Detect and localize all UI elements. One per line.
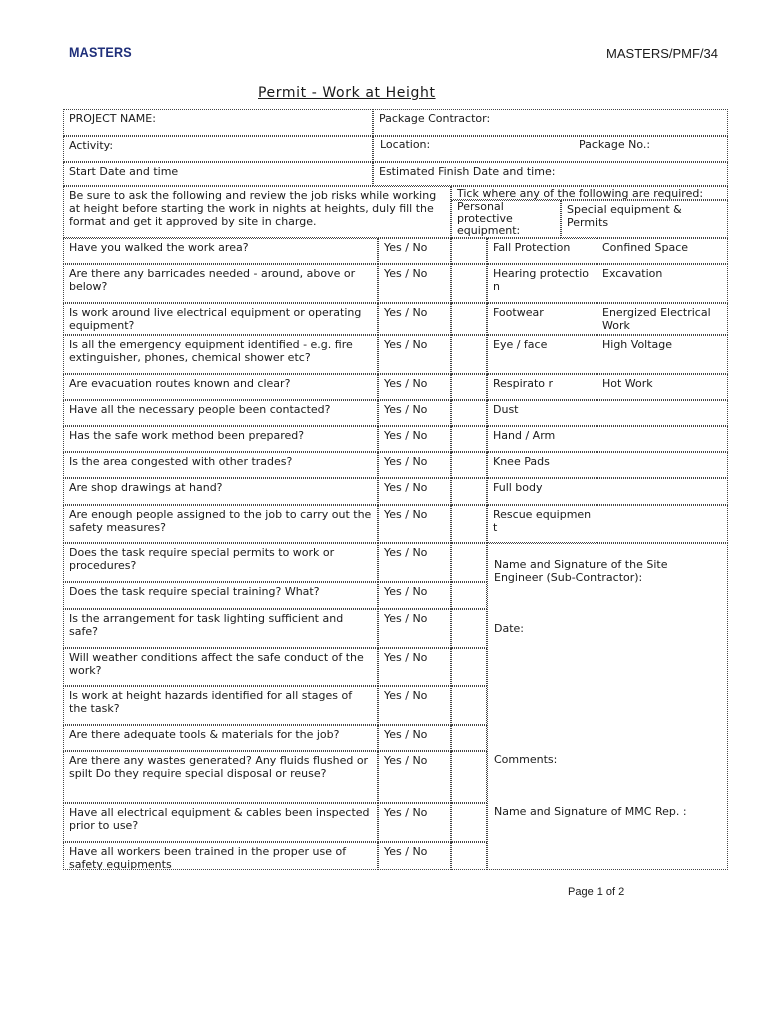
question-row: Will weather conditions affect the safe conduct of the work?: [63, 648, 378, 686]
tick-box[interactable]: [451, 648, 487, 686]
yes-no-answer[interactable]: Yes / No: [378, 803, 451, 842]
yes-no-answer[interactable]: Yes / No: [378, 609, 451, 648]
ppe-item: Knee Pads: [487, 452, 597, 478]
tick-box[interactable]: [451, 751, 487, 803]
package-no-field: Package No.:: [579, 138, 651, 151]
tick-box[interactable]: [451, 264, 487, 303]
document-reference: MASTERS/PMF/34: [606, 46, 718, 61]
question-row: Are evacuation routes known and clear?: [63, 374, 378, 400]
yes-no-answer[interactable]: Yes / No: [378, 303, 451, 335]
tick-box[interactable]: [451, 452, 487, 478]
ppe-item: Rescue equipmen t: [487, 505, 597, 543]
question-row: Have all workers been trained in the proper use of safety equipments: [63, 842, 378, 870]
ppe-heading: Personal protective equipment:: [451, 200, 561, 238]
question-row: Have you walked the work area?: [63, 238, 378, 264]
question-row: Does the task require special training? What?: [63, 582, 378, 609]
comments-label: Comments:: [494, 753, 558, 766]
yes-no-answer[interactable]: Yes / No: [378, 374, 451, 400]
special-item-cell: [597, 505, 728, 543]
tick-box[interactable]: [451, 478, 487, 505]
yes-no-answer[interactable]: Yes / No: [378, 543, 451, 582]
site-engineer-signature-label: Name and Signature of the Site Engineer (Sub-Contractor):: [494, 558, 668, 584]
date-label: Date:: [494, 622, 524, 635]
special-item-cell: [597, 426, 728, 452]
location-field: Location:: [380, 138, 431, 151]
special-equipment-heading: Special equipment & Permits: [561, 200, 728, 238]
ppe-item: Hearing protectio n: [487, 264, 597, 303]
yes-no-answer[interactable]: Yes / No: [378, 686, 451, 725]
question-row: Are there any barricades needed - around, above or below?: [63, 264, 378, 303]
yes-no-answer[interactable]: Yes / No: [378, 264, 451, 303]
yes-no-answer[interactable]: Yes / No: [378, 582, 451, 609]
question-row: Are there any wastes generated? Any fluids flushed or spilt Do they require special disposal or reuse?: [63, 751, 378, 803]
page-title: Permit - Work at Height: [258, 85, 436, 101]
tick-box[interactable]: [451, 582, 487, 609]
special-item: Confined Space: [597, 238, 728, 264]
ppe-item: Footwear: [487, 303, 597, 335]
yes-no-answer[interactable]: Yes / No: [378, 478, 451, 505]
question-row: Is the area congested with other trades?: [63, 452, 378, 478]
special-item-cell: [597, 400, 728, 426]
question-row: Has the safe work method been prepared?: [63, 426, 378, 452]
special-item: Excavation: [597, 264, 728, 303]
activity-field[interactable]: Activity:: [63, 136, 373, 162]
yes-no-answer[interactable]: Yes / No: [378, 335, 451, 374]
question-row: Have all the necessary people been contacted?: [63, 400, 378, 426]
yes-no-answer[interactable]: Yes / No: [378, 400, 451, 426]
tick-box[interactable]: [451, 335, 487, 374]
tick-heading: Tick where any of the following are required:: [451, 186, 728, 200]
question-row: Have all electrical equipment & cables been inspected prior to use?: [63, 803, 378, 842]
question-row: Is work around live electrical equipment or operating equipment?: [63, 303, 378, 335]
question-row: Does the task require special permits to work or procedures?: [63, 543, 378, 582]
special-item: Hot Work: [597, 374, 728, 400]
tick-box[interactable]: [451, 842, 487, 870]
tick-box[interactable]: [451, 426, 487, 452]
question-row: Is the arrangement for task lighting sufficient and safe?: [63, 609, 378, 648]
tick-box[interactable]: [451, 803, 487, 842]
question-row: Is all the emergency equipment identified - e.g. fire extinguisher, phones, chemical shower etc?: [63, 335, 378, 374]
yes-no-answer[interactable]: Yes / No: [378, 725, 451, 751]
start-date-field[interactable]: Start Date and time: [63, 162, 373, 186]
yes-no-answer[interactable]: Yes / No: [378, 452, 451, 478]
package-contractor-field[interactable]: Package Contractor:: [373, 109, 728, 136]
tick-box[interactable]: [451, 725, 487, 751]
yes-no-answer[interactable]: Yes / No: [378, 505, 451, 543]
ppe-item: Fall Protection: [487, 238, 597, 264]
ppe-item: Dust: [487, 400, 597, 426]
company-logo: MASTERS: [69, 44, 132, 60]
tick-box[interactable]: [451, 303, 487, 335]
yes-no-answer[interactable]: Yes / No: [378, 238, 451, 264]
yes-no-answer[interactable]: Yes / No: [378, 751, 451, 803]
project-name-field[interactable]: PROJECT NAME:: [63, 109, 373, 136]
special-item-cell: [597, 452, 728, 478]
question-row: Are there adequate tools & materials for the job?: [63, 725, 378, 751]
page-number: Page 1 of 2: [568, 886, 625, 898]
tick-box[interactable]: [451, 400, 487, 426]
tick-box[interactable]: [451, 609, 487, 648]
question-row: Is work at height hazards identified for all stages of the task?: [63, 686, 378, 725]
yes-no-answer[interactable]: Yes / No: [378, 648, 451, 686]
mmc-rep-signature-label: Name and Signature of MMC Rep. :: [494, 805, 687, 818]
question-row: Are shop drawings at hand?: [63, 478, 378, 505]
tick-box[interactable]: [451, 686, 487, 725]
ppe-item: Eye / face: [487, 335, 597, 374]
ppe-item: Full body: [487, 478, 597, 505]
yes-no-answer[interactable]: Yes / No: [378, 842, 451, 870]
finish-date-field[interactable]: Estimated Finish Date and time:: [373, 162, 728, 186]
question-row: Are enough people assigned to the job to carry out the safety measures?: [63, 505, 378, 543]
special-item: Energized Electrical Work: [597, 303, 728, 335]
yes-no-answer[interactable]: Yes / No: [378, 426, 451, 452]
tick-box[interactable]: [451, 505, 487, 543]
ppe-item: Respirato r: [487, 374, 597, 400]
signoff-panel: [487, 543, 728, 870]
tick-box[interactable]: [451, 374, 487, 400]
tick-box[interactable]: [451, 543, 487, 582]
tick-box[interactable]: [451, 238, 487, 264]
instructions-text: Be sure to ask the following and review the job risks while working at height before starting the work in nights at heights, duly fill the format and get it approved by site in charge.: [63, 186, 451, 238]
special-item: High Voltage: [597, 335, 728, 374]
ppe-item: Hand / Arm: [487, 426, 597, 452]
special-item-cell: [597, 478, 728, 505]
